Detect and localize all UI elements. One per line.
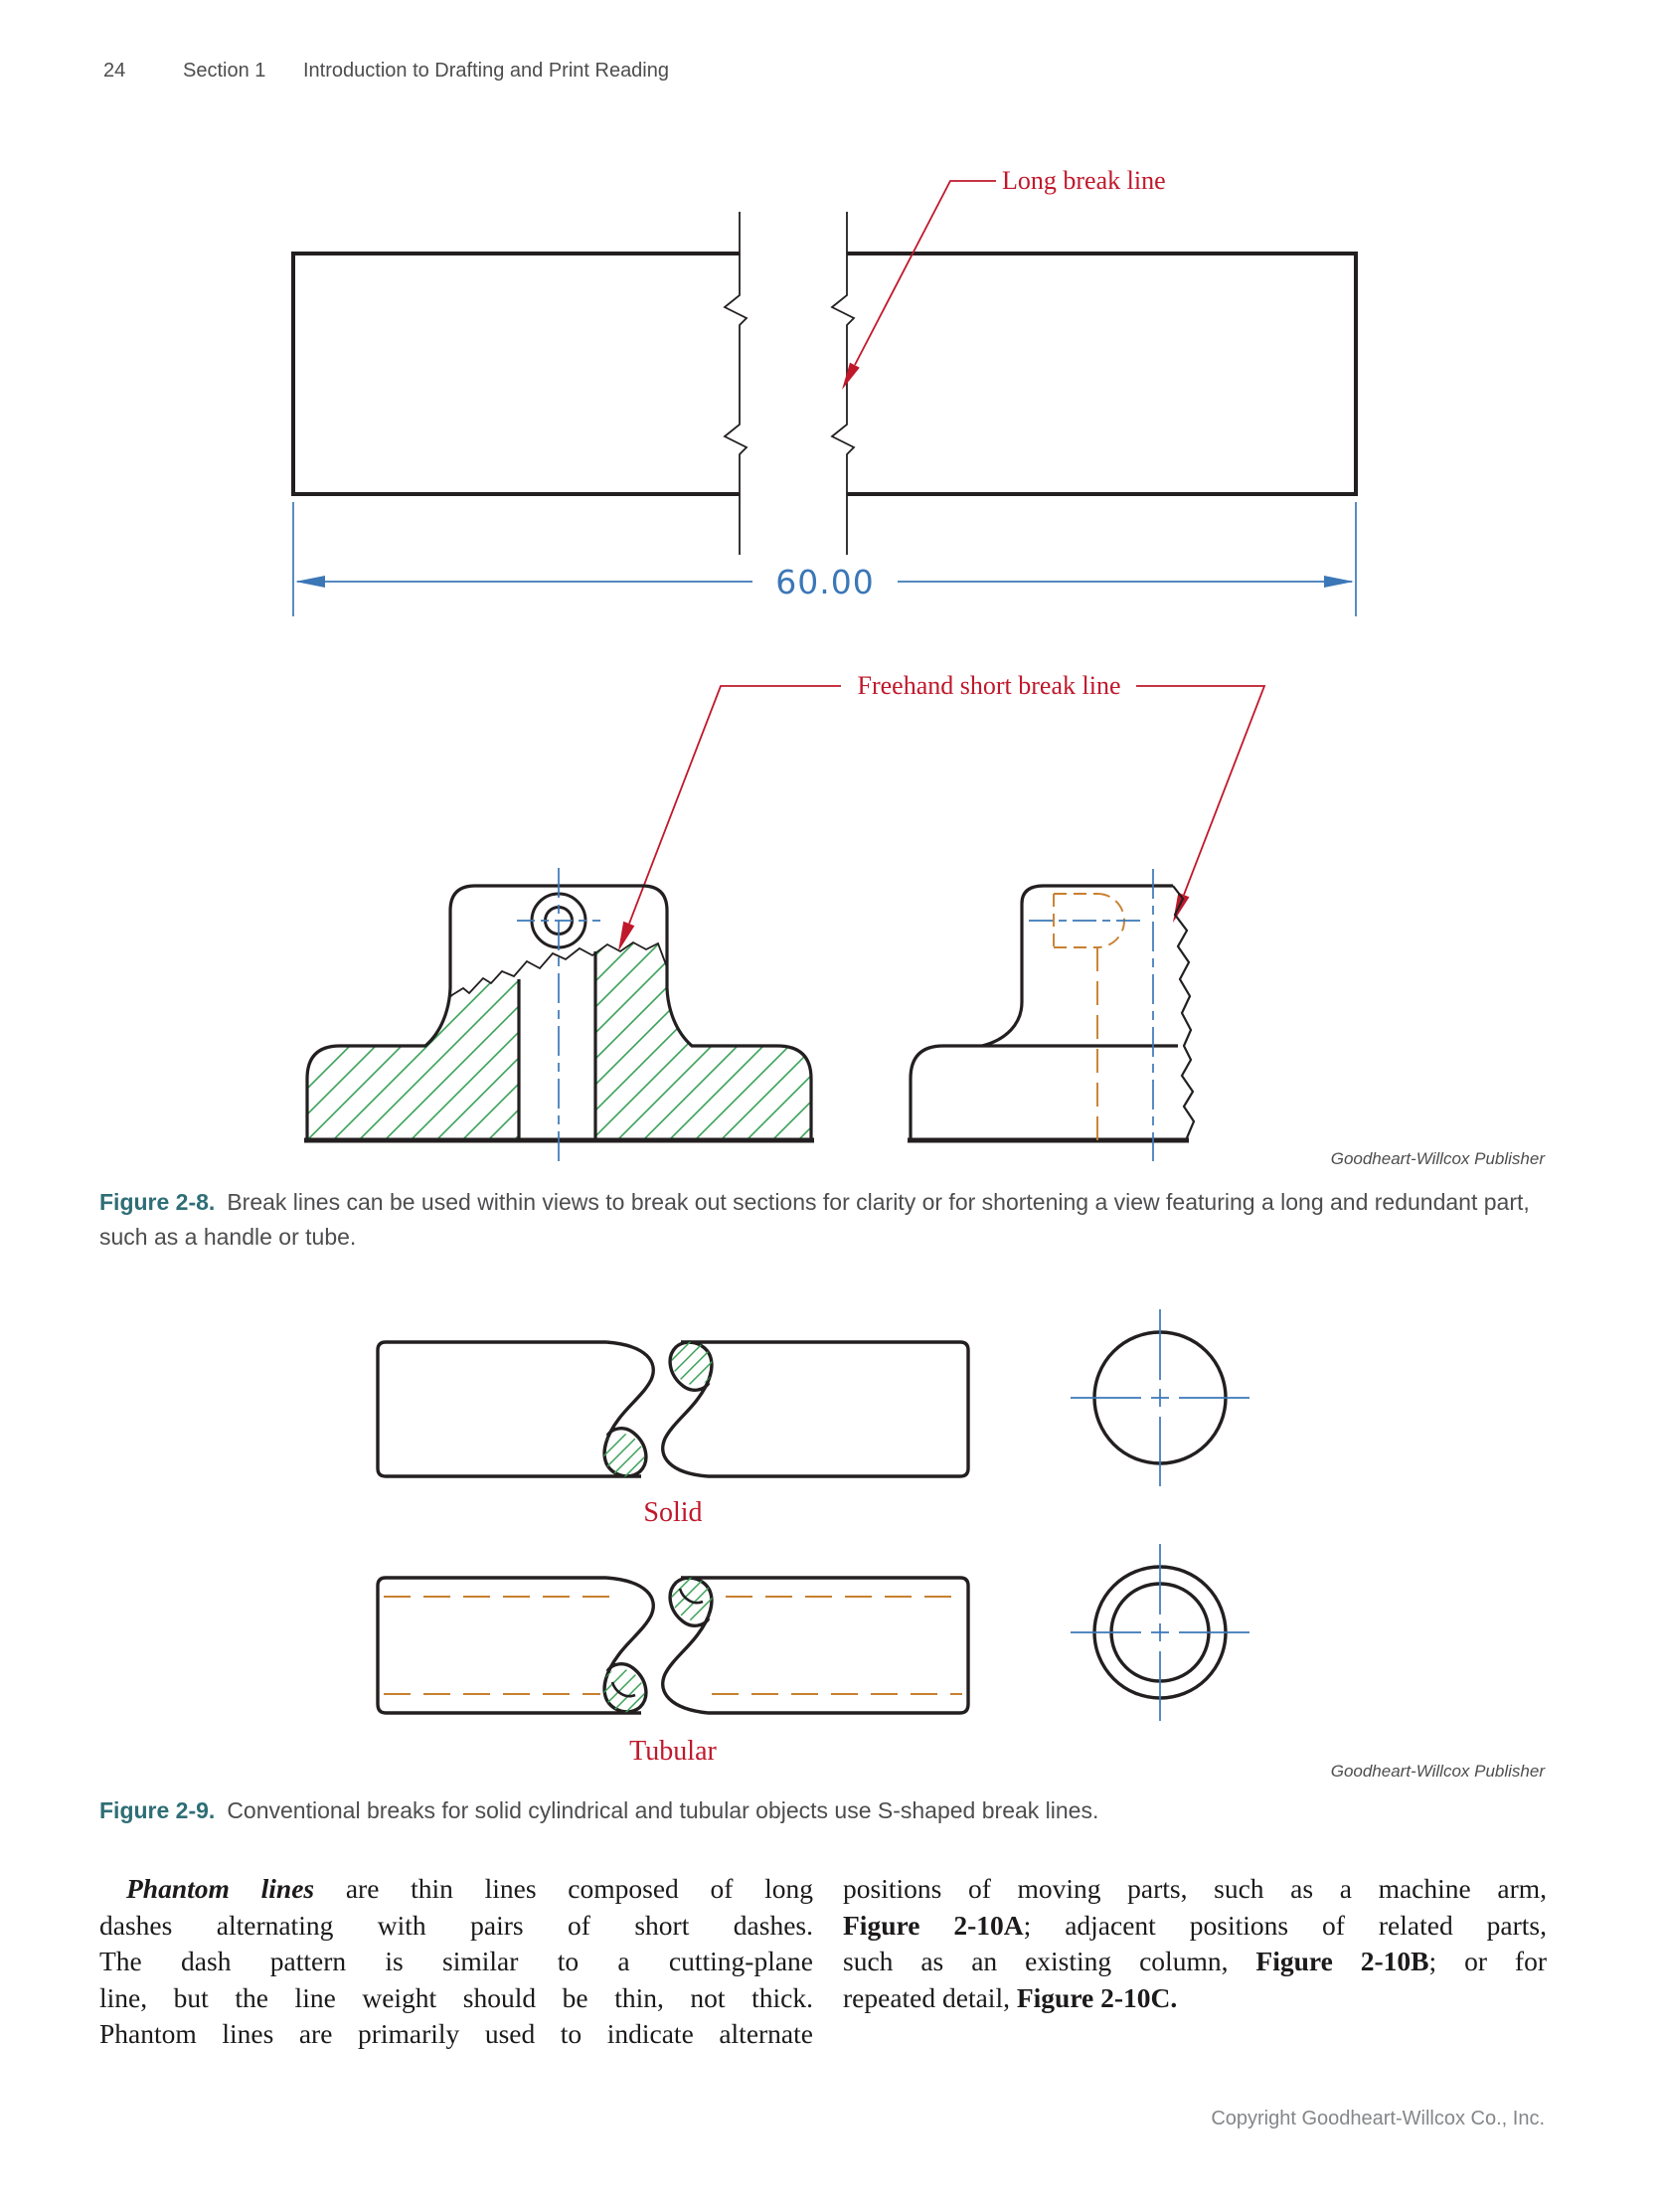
freehand-break-label: Freehand short break line	[857, 671, 1121, 700]
figure-2-9-caption-label: Figure 2-9.	[99, 1797, 216, 1823]
solid-label: Solid	[643, 1497, 703, 1528]
tubular-end-view	[1071, 1544, 1249, 1721]
centerlines-left-view	[517, 868, 600, 1163]
freehand-annotation	[618, 671, 1264, 951]
fig9-solid-row	[378, 1309, 1249, 1528]
section-title: Introduction to Drafting and Print Reading	[303, 60, 669, 82]
body-line: Phantom lines are primarily used to indicate alternate	[99, 2018, 813, 2050]
hidden-lines	[1054, 894, 1124, 1140]
dimension-value: 60.00	[775, 563, 875, 601]
figure-2-9-caption-text: Conventional breaks for solid cylindrical and tubular objects use S-shaped break lines.	[227, 1797, 1099, 1823]
centerlines-side-view	[1029, 869, 1153, 1161]
body-line: Figure 2-10A; adjacent positions of related parts,	[843, 1909, 1547, 1941]
hatch-region-left	[307, 971, 519, 1138]
body-column-right	[843, 1871, 1547, 2016]
body-line: dashes alternating with pairs of short dashes.	[99, 1909, 813, 1941]
long-break-line-right	[832, 212, 854, 555]
figure-2-8-caption	[99, 1185, 1553, 1255]
section-label: Section 1	[183, 60, 266, 82]
body-line: positions of moving parts, such as a machine arm,	[843, 1873, 1547, 1904]
long-break-line-left	[725, 212, 747, 555]
figure-2-8-caption-text: Break lines can be used within views to break out sections for clarity or for shortening a view featuring a long and redundant part, such as a handle or tube.	[99, 1189, 1530, 1250]
fig8-bar-view	[293, 166, 1356, 616]
publisher-credit-fig8: Goodheart-Willcox Publisher	[1330, 1149, 1545, 1168]
hatch-region-right	[595, 942, 811, 1138]
body-line: line, but the line weight should be thin, not thick.	[99, 1981, 813, 2013]
body-line: Phantom lines are thin lines composed of long	[126, 1873, 813, 1904]
fig8-side-view	[908, 869, 1194, 1161]
solid-end-view	[1071, 1309, 1249, 1486]
tubular-label: Tubular	[629, 1736, 717, 1767]
dim-arrow-right	[1324, 576, 1354, 588]
page-number: 24	[103, 60, 126, 82]
body-line: such as an existing column, Figure 2-10B; or for	[843, 1946, 1547, 1977]
fig9-tubular-row	[378, 1544, 1249, 1767]
publisher-credit-fig9: Goodheart-Willcox Publisher	[1330, 1762, 1545, 1781]
long-break-leader	[842, 181, 996, 390]
dim-arrow-left	[295, 576, 325, 588]
body-line: The dash pattern is similar to a cutting-plane	[99, 1946, 813, 1977]
body-line: repeated detail, Figure 2-10C.	[843, 1981, 1178, 2013]
figure-2-9-caption	[99, 1793, 1553, 1828]
freehand-break-line-side-view	[1173, 886, 1194, 1140]
figure-2-8-caption-label: Figure 2-8.	[99, 1189, 216, 1215]
long-break-label: Long break line	[1002, 166, 1166, 195]
fig8-front-section-view	[304, 868, 814, 1163]
body-column-left	[99, 1871, 813, 2053]
copyright-footer: Copyright Goodheart-Willcox Co., Inc.	[1211, 2108, 1545, 2129]
